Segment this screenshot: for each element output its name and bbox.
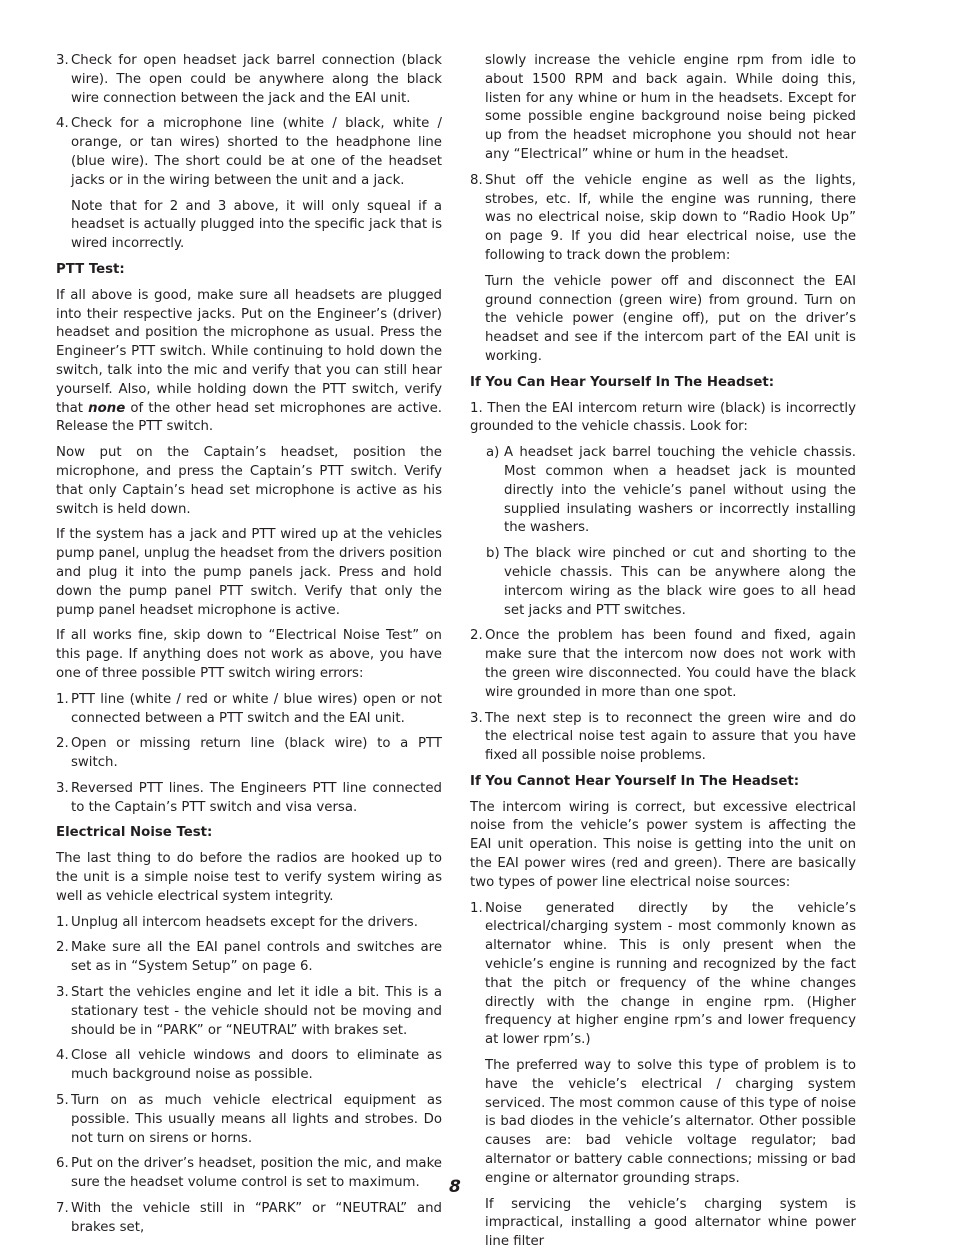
ptt-test-heading: PTT Test: <box>56 261 125 277</box>
item-text: With the vehicle still in “PARK” or “NEUTRAL” and brakes set, <box>71 1201 442 1235</box>
item-text: Reversed PTT lines. The Engineers PTT line connected to the Captain’s PTT switch and visa versa. <box>71 780 442 815</box>
item-text: Check for a microphone line (white / black, white / orange, or tan wires) shorted to the headphone line (blue wire). The short could be at one of the headset jacks or in the wiring between the unit and a jack. <box>71 116 442 188</box>
list-item <box>56 1200 442 1238</box>
list-item <box>56 984 442 1040</box>
item-number: 4. <box>56 1048 69 1064</box>
list-item <box>56 939 442 977</box>
item-number: 3. <box>470 710 483 726</box>
ptt-paragraph: If the system has a jack and PTT wired up at the vehicles pump panel, unplug the headset from the drivers position and plug it into the pump panels jack. Press and hold down the pump panel PTT switch. Verify that only the pump panel headset microphone is active. <box>56 527 442 618</box>
item-text: Turn on as much vehicle electrical equipment as possible. This usually means all lights and strobes. Do not turn on sirens or horns. <box>71 1093 442 1146</box>
item-text: Once the problem has been found and fixed, again make sure that the intercom now does not work with the green wire disconnected. You could have the black wire grounded in more than one spot. <box>485 628 856 700</box>
item-text: Start the vehicles engine and let it idle a bit. This is a stationary test - the vehicle should not be moving and should be in “PARK” or “NEUTRAL” with brakes set. <box>71 985 442 1038</box>
right-column <box>470 52 856 1252</box>
item-text: PTT line (white / red or white / blue wires) open or not connected between a PTT switch and the EAI unit. <box>71 691 442 726</box>
item-text: Shut off the vehicle engine as well as the lights, strobes, etc. If, while the engine was running, there was no electrical noise, skip down to “Radio Hook Up” on page 9. If you did hear electrical noise, use the following to track down the problem: <box>485 172 856 263</box>
left-column <box>56 52 442 1238</box>
sub-item-letter: a) <box>486 445 500 461</box>
item-number: 5. <box>56 1093 69 1109</box>
item-text: Close all vehicle windows and doors to eliminate as much background noise as possible. <box>71 1048 442 1083</box>
item-number: 3. <box>56 985 69 1001</box>
list-item <box>470 900 856 1050</box>
can-hear-heading: If You Can Hear Yourself In The Headset: <box>470 374 775 390</box>
item-number: 8. <box>470 172 483 188</box>
list-item <box>56 52 442 108</box>
list-item <box>56 1092 442 1148</box>
item-text: Make sure all the EAI panel controls and switches are set as in “System Setup” on page 6. <box>71 940 442 975</box>
item-text: Unplug all intercom headsets except for the drivers. <box>71 914 418 930</box>
item-number: 1. <box>56 691 69 707</box>
item-number: 1. <box>56 914 69 930</box>
electrical-noise-heading: Electrical Noise Test: <box>56 825 213 841</box>
step-8-note: Turn the vehicle power off and disconnect the EAI ground connection (green wire) from ground. Turn on the vehicle power (engine off), put on the driver’s headset and see if the intercom part of the EAI unit is working. <box>485 273 856 364</box>
item-number: 2. <box>470 628 483 644</box>
sub-item <box>470 545 856 620</box>
item-number: 1. <box>470 900 483 916</box>
ptt-paragraph: Now put on the Captain’s headset, position the microphone, and press the Captain’s PTT switch. Verify that only Captain’s head set microphone is active as his switch is held down. <box>56 445 442 517</box>
list-item <box>56 735 442 773</box>
alternator-note: The preferred way to solve this type of problem is to have the vehicle’s electrical / charging system serviced. The most common cause of this type of noise is bad diodes in the vehicle’s alternator. Other possible causes are: bad vehicle voltage regulator; bad alternator or battery cable connections; missing or bad engine or alternator grounding straps. <box>485 1058 856 1186</box>
list-item <box>470 172 856 266</box>
sub-item-letter: b) <box>486 546 500 562</box>
cannot-hear-heading: If You Cannot Hear Yourself In The Headset: <box>470 773 800 789</box>
item-number: 2. <box>56 940 69 956</box>
filter-note: If servicing the vehicle’s charging system is impractical, installing a good alternator whine power line filter <box>485 1196 856 1250</box>
ptt-text: If all above is good, make sure all headsets are plugged into their respective jacks. Put on the Engineer’s (driver) headset and position the microphone as usual. Press the Engineer’s PTT switch. While continuing to hold down the switch, talk into the mic and verify that you can still hear yourself. Also, while holding down the PTT switch, verify that <box>56 287 442 416</box>
step-7-continued: slowly increase the vehicle engine rpm from idle to about 1500 RPM and back again. While doing this, listen for any whine or hum in the headsets. Except for some possible engine background noise being picked up from the headset microphone you should not hear any “Electrical” whine or hum in the headset. <box>485 53 856 162</box>
sub-item <box>470 444 856 538</box>
sub-item-text: The black wire pinched or cut and shorting to the vehicle chassis. This can be anywhere along the intercom wiring as the black wire goes to all head set jacks and PTT switches. <box>504 546 856 618</box>
item-text: Noise generated directly by the vehicle’s electrical/charging system - most commonly known as alternator whine. This is only present when the vehicle’s engine is running and recognized by the fact that the pitch or frequency of the whine changes directly with the change in engine rpm. (Higher frequency at higher engine rpm’s and lower frequency at lower rpm’s.) <box>485 900 856 1048</box>
list-item <box>470 710 856 766</box>
ptt-text: of the other head set microphones are active. Release the PTT switch. <box>56 400 442 435</box>
list-item <box>56 780 442 818</box>
item-text: Check for open headset jack barrel connection (black wire). The open could be anywhere along the black wire connection between the jack and the EAI unit. <box>71 53 442 106</box>
sub-item-text: A headset jack barrel touching the vehicle chassis. Most common when a headset jack is mounted directly into the vehicle’s panel without using the supplied insulating washers or incorrectly installing the washers. <box>504 445 856 536</box>
list-item <box>56 1047 442 1085</box>
cannot-hear-intro: The intercom wiring is correct, but excessive electrical noise from the vehicle’s power system is affecting the EAI unit operation. This noise is getting into the unit on the EAI power wires (red and green). There are basically two types of power line electrical noise sources: <box>470 799 856 890</box>
item-number: 2. <box>56 736 69 752</box>
item-number: 3. <box>56 53 69 68</box>
item-text: Put on the driver’s headset, position the mic, and make sure the headset volume control is set to maximum. <box>71 1156 442 1191</box>
item-number: 3. <box>56 780 69 796</box>
item-number: 6. <box>56 1156 69 1172</box>
list-item <box>56 914 442 933</box>
list-item <box>470 627 856 702</box>
squeal-note: Note that for 2 and 3 above, it will only squeal if a headset is actually plugged into the specific jack that is wired incorrectly. <box>71 198 442 252</box>
emphasis-none: none <box>88 400 126 416</box>
ptt-paragraph: If all works fine, skip down to “Electrical Noise Test” on this page. If anything does not work as above, you have one of three possible PTT switch wiring errors: <box>56 628 442 681</box>
item-text: Open or missing return line (black wire) to a PTT switch. <box>71 736 442 771</box>
noise-intro: The last thing to do before the radios are hooked up to the unit is a simple noise test to verify system wiring as well as vehicle electrical system integrity. <box>56 851 442 904</box>
item-number: 7. <box>56 1201 69 1217</box>
can-hear-intro: 1. Then the EAI intercom return wire (black) is incorrectly grounded to the vehicle chassis. Look for: <box>470 400 856 435</box>
ptt-paragraph <box>56 287 442 437</box>
item-number: 4. <box>56 116 69 132</box>
list-item <box>56 115 442 190</box>
item-text: The next step is to reconnect the green wire and do the electrical noise test again to assure that you have fixed all possible noise problems. <box>485 710 856 764</box>
page-number: 8 <box>449 1177 461 1197</box>
list-item <box>56 691 442 729</box>
list-item <box>56 1155 442 1193</box>
